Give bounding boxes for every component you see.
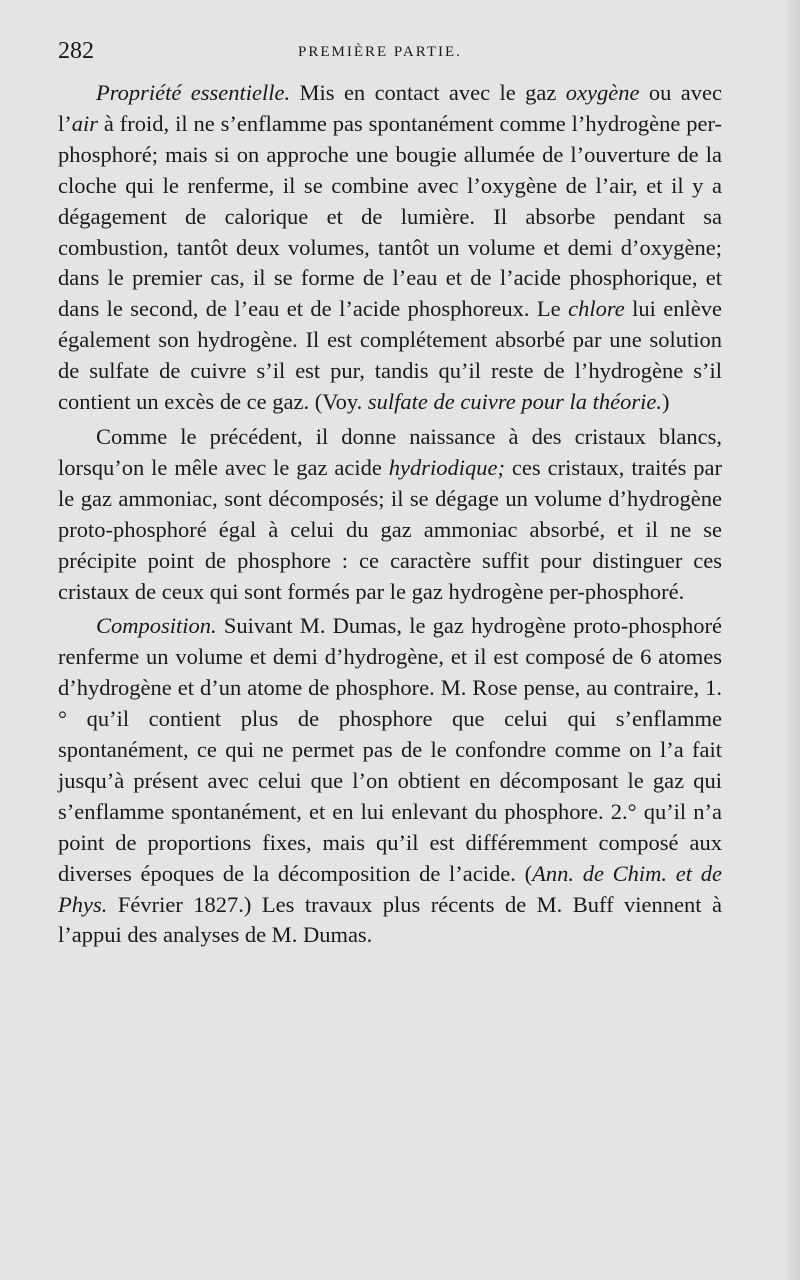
italic-term: chlore xyxy=(568,296,625,322)
text-run: Mis en contact avec le gaz xyxy=(290,80,566,105)
text-run: Suivant M. Dumas, le gaz hydrogène proto-phosphoré renferme un volume et demi d’hydrogène, et il est composé de 6 atomes d’hydrogène et d’un atome de phosphore. M. Rose pense, au contraire, 1.° qu’il contient plus de phosphore que celui qui s’enflamme spontanément, ce qui ne permet pas de le confondre comme on l’a fait jusqu’à présent avec celui que l’on obtient en décomposant le gaz qui s’enflamme spontanément, et en lui enlevant du phosphore. 2.° qu’il n’a point de proportions fixes, mais qu’il est différemment composé aux diverses époques de la décomposition de l’acide. ( xyxy=(58,613,722,886)
italic-term: hydriodique; xyxy=(388,454,506,480)
paragraph-crystals xyxy=(58,422,722,607)
italic-term: air xyxy=(71,110,99,136)
text-run: ) xyxy=(662,389,670,415)
text-run: ces cristaux, traités par le gaz ammoniac, sont décomposés; il se dégage un volume d’hydrogène proto-phosphoré égal à celui du gaz ammoniac absorbé, et il ne se précipite point de phosphore : ce caractère suffit pour distinguer ces cristaux de ceux qui sont formés par le gaz hydrogène per-phosphoré. xyxy=(58,454,722,604)
page-edge-shadow xyxy=(782,0,800,1280)
italic-reference: sulfate de cuivre pour la théorie. xyxy=(367,389,662,415)
body-text xyxy=(58,78,722,951)
text-run: à froid, il ne s’enflamme pas spontanément comme l’hydrogène per-phosphoré; mais si on approche une bougie allumée de l’ouverture de la cloche qui le renferme, il se combine avec l’oxygène de l’air, et il y a dégagement de calorique et de lumière. Il absorbe pendant sa combustion, tantôt deux volumes, tantôt un volume et demi d’oxygène; dans le premier cas, il se forme de l’eau et de l’acide phosphorique, et dans le second, de l’eau et de l’acide phosphoreux. Le xyxy=(58,110,722,322)
text-run: lui enlève également son hydrogène. Il est complétement absorbé par une solution de sulfate de cuivre s’il est pur, tandis qu’il reste de l’hydrogène s’il contient un excès de ce gaz. (Voy. xyxy=(58,296,722,415)
section-lead-properties: Propriété essentielle. xyxy=(96,80,291,105)
italic-term: oxygène xyxy=(565,80,640,105)
paragraph-properties xyxy=(58,78,722,418)
text-run: ou avec l’ xyxy=(58,80,722,136)
running-head: PREMIÈRE PARTIE. xyxy=(298,44,462,60)
italic-citation: Ann. de Chim. et de Phys. xyxy=(58,860,722,917)
text-run: Comme le précédent, il donne naissance à des cristaux blancs, lorsqu’on le mêle avec le gaz acide xyxy=(58,423,722,480)
page-number: 282 xyxy=(58,38,94,64)
section-lead-composition: Composition. xyxy=(96,613,217,639)
paragraph-composition xyxy=(58,611,722,951)
text-run: Février 1827.) Les travaux plus récents de M. Buff viennent à l’appui des analyses de M. Dumas. xyxy=(58,891,722,948)
page-header xyxy=(58,38,718,68)
